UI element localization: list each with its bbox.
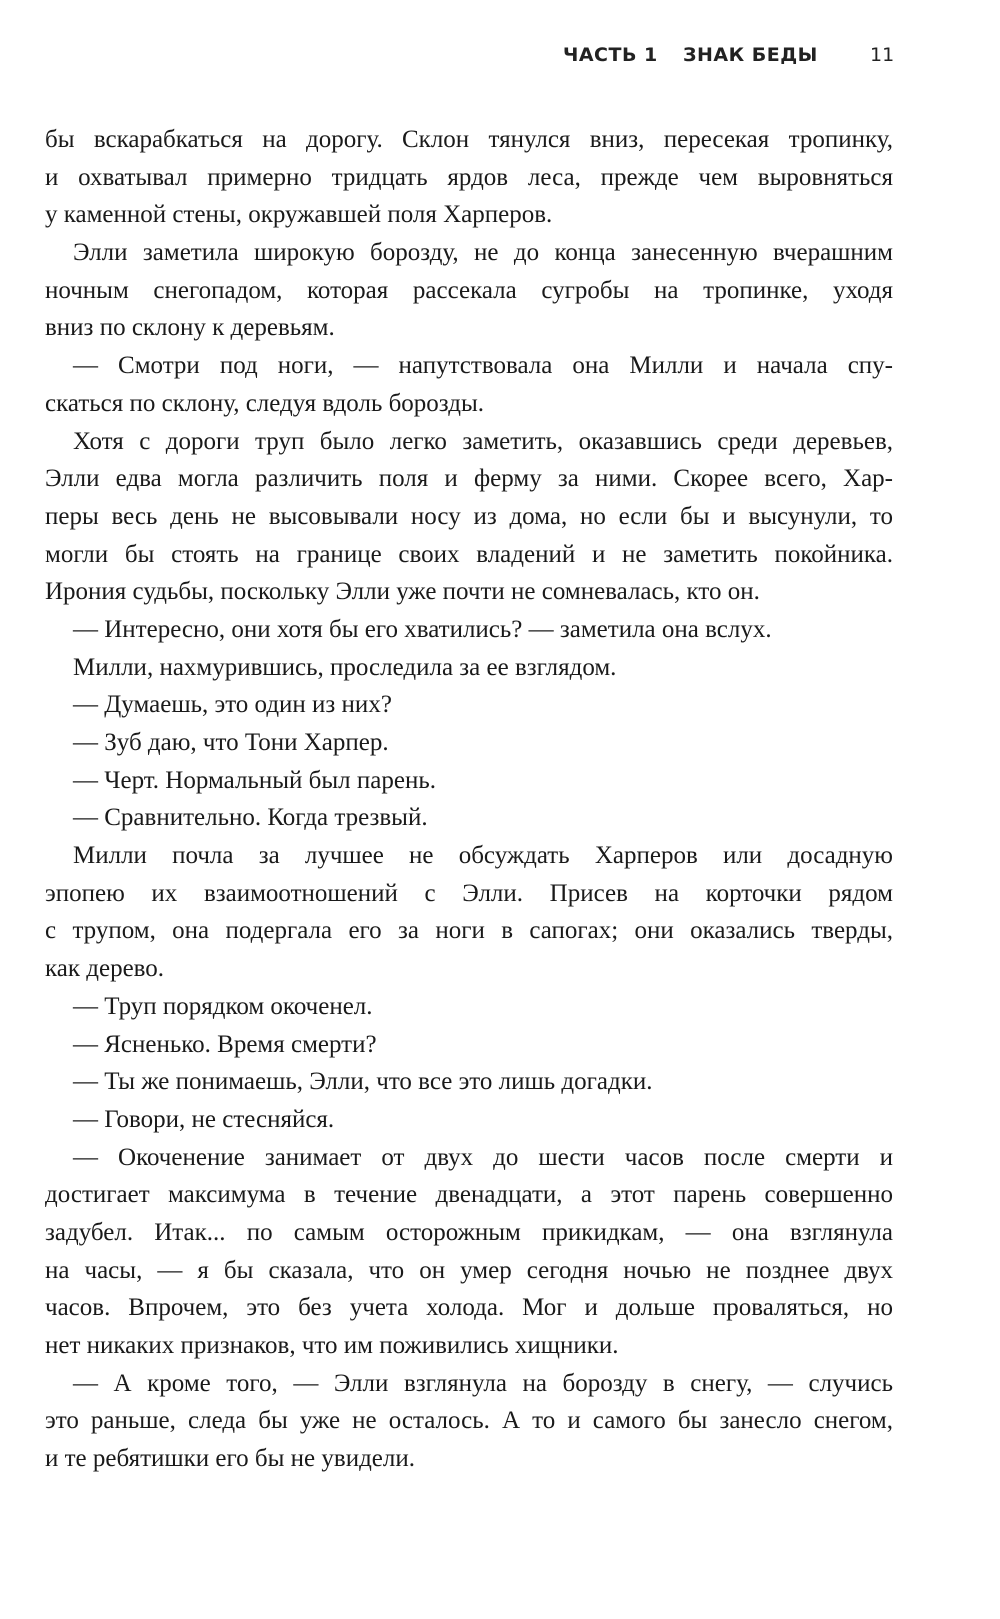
paragraph [45,1139,893,1365]
text-line: Милли, нахмурившись, проследила за ее взглядом. [73,653,617,681]
text-line: Милли почла за лучшее не обсуждать Харперов или досадную [73,842,893,870]
text-line: с трупом, она подергала его за ноги в сапогах; они оказались тверды, [45,917,893,945]
paragraph [45,1365,893,1478]
text-line: ночным снегопадом, которая рассекала сугробы на тропинке, уходя [45,276,893,304]
page-number: 11 [870,44,895,66]
body-text [45,121,893,1478]
text-line: могли бы стоять на границе своих владений и не заметить покойника. [45,540,893,568]
text-line: — Говори, не стесняйся. [73,1105,335,1133]
text-line: бы вскарабкаться на дорогу. Склон тянулся вниз, пересекая тропинку, [45,126,893,153]
text-line: Хотя с дороги труп было легко заметить, оказавшись среди деревьев, [73,427,893,455]
text-line: нет никаких признаков, что им поживились хищники. [45,1332,619,1359]
text-line: у каменной стены, окружавшей поля Харперов. [45,201,553,229]
paragraph [45,234,893,347]
text-line: часов. Впрочем, это без учета холода. Мог и дольше проваляться, но [45,1294,893,1322]
text-line: и охватывал примерно тридцать ярдов леса, прежде чем выровняться [45,163,893,191]
text-line: — Интересно, они хотя бы его хватились? — заметила она вслух. [73,615,772,643]
text-line: Элли едва могла различить поля и ферму за ними. Скорее всего, Хар- [45,465,893,493]
paragraph [45,1026,893,1064]
paragraph [45,988,893,1026]
text-line: задубел. Итак... по самым осторожным прикидкам, — она взглянула [45,1218,893,1246]
text-line: — А кроме того, — Элли взглянула на борозду в снегу, — случись [73,1369,893,1397]
part-label: ЧАСТЬ 1 [563,44,658,66]
text-line: скаться по склону, следуя вдоль борозды. [45,389,485,417]
paragraph [45,686,893,724]
paragraph [45,762,893,800]
running-header [0,44,1000,78]
text-line: — Труп порядком окоченел. [73,992,373,1020]
paragraph [45,1101,893,1139]
text-line: — Ясненько. Время смерти? [73,1030,377,1058]
paragraph [45,799,893,837]
text-line: достигает максимума в течение двенадцати, а этот парень совершенно [45,1181,893,1209]
text-line: и те ребятишки его бы не увидели. [45,1445,415,1473]
text-line: перы весь день не высовывали носу из дома, но если бы и высунули, то [45,502,893,530]
text-line: — Сравнительно. Когда трезвый. [73,804,428,832]
paragraph [45,423,893,611]
text-line: — Окоченение занимает от двух до шести часов после смерти и [73,1143,893,1171]
paragraph [45,347,893,422]
text-line: — Смотри под ноги, — напутствовала она Милли и начала спу- [73,352,893,380]
text-line: — Зуб даю, что Тони Харпер. [73,729,389,756]
text-line: Ирония судьбы, поскольку Элли уже почти не сомневалась, кто он. [45,578,760,606]
text-line: как дерево. [45,955,165,983]
paragraph [45,649,893,687]
paragraph [45,837,893,988]
text-line: — Черт. Нормальный был парень. [73,766,436,794]
paragraph [45,611,893,649]
paragraph [45,121,893,234]
text-line: Элли заметила широкую борозду, не до конца занесенную вчерашним [73,239,893,267]
text-line: эпопею их взаимоотношений с Элли. Присев на корточки рядом [45,879,893,907]
text-line: — Думаешь, это один из них? [73,691,392,719]
text-line: на часы, — я бы сказала, что он умер сегодня ночью не позднее двух [45,1256,893,1284]
text-line: это раньше, следа бы уже не осталось. А то и самого бы занесло снегом, [45,1407,893,1435]
text-line: вниз по склону к деревьям. [45,314,335,342]
text-line: — Ты же понимаешь, Элли, что все это лишь догадки. [73,1068,653,1096]
paragraph [45,724,893,762]
paragraph [45,1063,893,1101]
chapter-title: ЗНАК БЕДЫ [683,44,818,66]
